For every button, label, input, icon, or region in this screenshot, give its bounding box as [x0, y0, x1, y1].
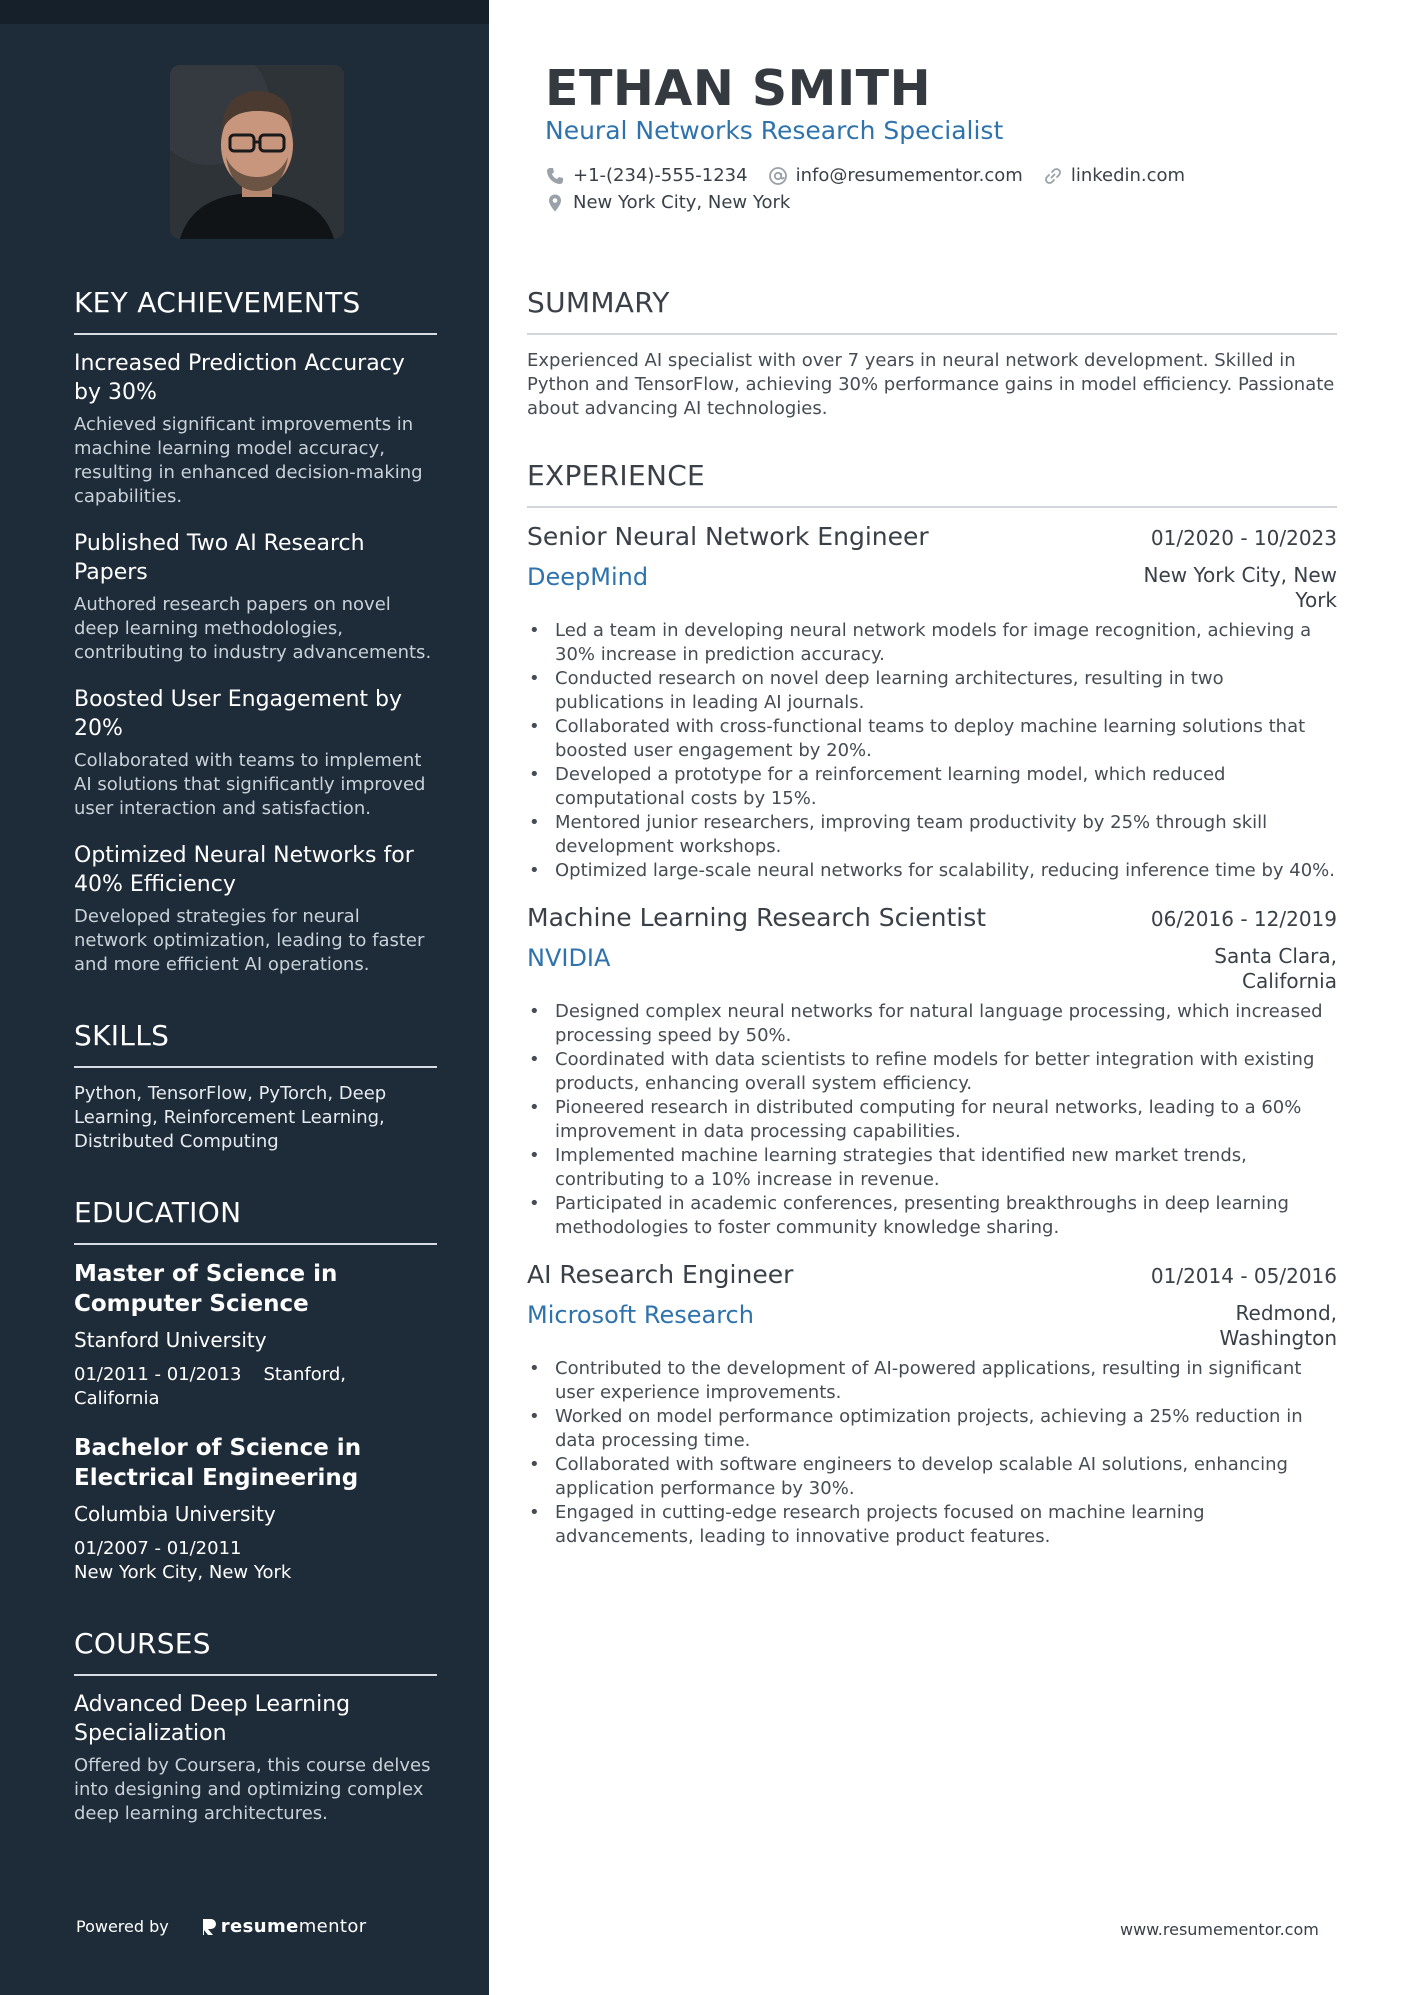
job-bullet: • Implemented machine learning strategies that identified new market trends, contributing to a 10% increase in revenue. — [527, 1144, 1337, 1192]
job-bullet: • Conducted research on novel deep learning architectures, resulting in two publications in leading AI journals. — [527, 667, 1337, 715]
job-header — [527, 903, 1337, 932]
linkedin-text: linkedin.com — [1070, 165, 1186, 186]
job-entry — [527, 522, 1337, 883]
contact-location — [545, 192, 790, 213]
contact-phone[interactable] — [545, 165, 748, 186]
logo-text-light: mentor — [298, 1916, 367, 1937]
education-degree: Bachelor of Science in Electrical Engineering — [74, 1435, 362, 1491]
education-section — [74, 1196, 437, 1585]
job-role: Machine Learning Research Scientist — [527, 903, 987, 932]
job-location: Santa Clara, California — [1214, 944, 1337, 993]
contact-email[interactable] — [768, 165, 1023, 186]
job-entry — [527, 1260, 1337, 1549]
location-text: New York City, New York — [573, 192, 791, 213]
contact-row — [545, 165, 1205, 186]
skills-list: Python, TensorFlow, PyTorch, Deep Learning, Reinforcement Learning, Distributed Computing — [74, 1083, 387, 1152]
main-content — [527, 286, 1337, 1569]
job-role: Senior Neural Network Engineer — [527, 522, 929, 551]
achievement-desc: Collaborated with teams to implement AI solutions that significantly improved user interaction and satisfaction. — [74, 750, 426, 819]
job-bullets — [527, 619, 1337, 883]
job-header — [527, 522, 1337, 551]
achievement-desc: Authored research papers on novel deep learning methodologies, contributing to industry advancements. — [74, 594, 432, 663]
achievement-item — [74, 685, 437, 821]
job-bullets — [527, 1357, 1337, 1549]
education-meta — [74, 1363, 437, 1411]
job-bullet: • Pioneered research in distributed computing for neural networks, leading to a 60% improvement in data processing capabilities. — [527, 1096, 1337, 1144]
courses-heading: COURSES — [74, 1627, 437, 1676]
education-dates: 01/2011 - 01/2013 — [74, 1364, 242, 1385]
job-dates: 01/2014 - 05/2016 — [1150, 1264, 1337, 1288]
footer-website-link[interactable]: www.resumementor.com — [1120, 1920, 1319, 1939]
achievements-heading: KEY ACHIEVEMENTS — [74, 286, 437, 335]
sidebar — [0, 0, 489, 1995]
job-bullet: • Participated in academic conferences, presenting breakthroughs in deep learning methodologies to foster community knowledge sharing. — [527, 1192, 1337, 1240]
powered-by-label: Powered by — [76, 1917, 169, 1936]
phone-icon — [545, 166, 565, 186]
job-subheader — [527, 1301, 1337, 1351]
job-location: New York City, New York — [1143, 563, 1337, 612]
education-school: Columbia University — [74, 1502, 276, 1526]
skills-section — [74, 1019, 437, 1154]
logo-text-bold: resume — [220, 1916, 299, 1937]
achievement-title: Optimized Neural Networks for 40% Efficiency — [74, 843, 414, 897]
achievement-title: Published Two AI Research Papers — [74, 531, 365, 585]
profile-photo-illustration — [170, 65, 344, 239]
job-bullet: • Worked on model performance optimization projects, achieving a 25% reduction in data processing time. — [527, 1405, 1337, 1453]
at-sign-icon — [768, 166, 788, 186]
education-item — [74, 1259, 437, 1411]
courses-section — [74, 1627, 437, 1826]
resumementor-logo-icon — [201, 1917, 217, 1937]
summary-heading: SUMMARY — [527, 286, 1337, 335]
job-role: AI Research Engineer — [527, 1260, 794, 1289]
summary-text: Experienced AI specialist with over 7 years in neural network development. Skilled in Python and TensorFlow, achieving 30% performance gains in model efficiency. Passionate about advancing AI technologies. — [527, 350, 1335, 419]
job-bullet: • Developed a prototype for a reinforcement learning model, which reduced computational costs by 15%. — [527, 763, 1337, 811]
education-degree: Master of Science in Computer Science — [74, 1261, 338, 1317]
course-desc: Offered by Coursera, this course delves into designing and optimizing complex deep learning architectures. — [74, 1755, 431, 1824]
job-company: DeepMind — [527, 563, 649, 591]
education-location: New York City, New York — [74, 1562, 292, 1583]
skills-heading: SKILLS — [74, 1019, 437, 1068]
main-column — [489, 0, 1410, 1995]
job-header — [527, 1260, 1337, 1289]
job-bullet: • Led a team in developing neural network models for image recognition, achieving a 30% increase in prediction accuracy. — [527, 619, 1337, 667]
job-bullet: • Contributed to the development of AI-powered applications, resulting in significant user experience improvements. — [527, 1357, 1337, 1405]
experience-heading: EXPERIENCE — [527, 459, 1337, 508]
job-dates: 06/2016 - 12/2019 — [1150, 907, 1337, 931]
job-subheader — [527, 563, 1337, 613]
achievement-desc: Achieved significant improvements in machine learning model accuracy, resulting in enhanced decision-making capabilities. — [74, 414, 423, 507]
phone-text: +1-(234)-555-1234 — [573, 165, 748, 186]
candidate-title: Neural Networks Research Specialist — [545, 116, 1004, 145]
job-bullet: • Collaborated with cross-functional teams to deploy machine learning solutions that boosted user engagement by 20%. — [527, 715, 1337, 763]
candidate-name: ETHAN SMITH — [545, 60, 932, 117]
summary-section — [527, 286, 1337, 421]
sidebar-top-bar — [0, 0, 489, 24]
achievement-item — [74, 841, 437, 977]
job-bullet: • Collaborated with software engineers to develop scalable AI solutions, enhancing application performance by 30%. — [527, 1453, 1337, 1501]
profile-photo — [170, 65, 344, 239]
link-icon — [1043, 166, 1063, 186]
achievement-item — [74, 349, 437, 509]
job-entry — [527, 903, 1337, 1240]
education-heading: EDUCATION — [74, 1196, 437, 1245]
job-bullet: • Engaged in cutting-edge research projects focused on machine learning advancements, leading to innovative product features. — [527, 1501, 1337, 1549]
education-dates: 01/2007 - 01/2011 — [74, 1538, 242, 1559]
achievement-item — [74, 529, 437, 665]
job-bullet: • Coordinated with data scientists to refine models for better integration with existing products, enhancing overall system efficiency. — [527, 1048, 1337, 1096]
achievements-section — [74, 286, 437, 977]
job-bullet: • Designed complex neural networks for natural language processing, which increased processing speed by 50%. — [527, 1000, 1337, 1048]
job-bullet: • Mentored junior researchers, improving team productivity by 25% through skill development workshops. — [527, 811, 1337, 859]
contact-row — [545, 192, 810, 213]
education-item — [74, 1433, 437, 1585]
location-pin-icon — [545, 193, 565, 213]
job-bullet: • Optimized large-scale neural networks for scalability, reducing inference time by 40%. — [527, 859, 1337, 883]
achievement-title: Increased Prediction Accuracy by 30% — [74, 351, 405, 405]
job-company: NVIDIA — [527, 944, 611, 972]
job-dates: 01/2020 - 10/2023 — [1150, 526, 1337, 550]
job-company: Microsoft Research — [527, 1301, 754, 1329]
job-location: Redmond, Washington — [1219, 1301, 1337, 1350]
achievement-desc: Developed strategies for neural network optimization, leading to faster and more efficient AI operations. — [74, 906, 425, 975]
email-text: info@resumementor.com — [795, 165, 1023, 186]
education-meta — [74, 1537, 437, 1585]
resumementor-logo[interactable] — [201, 1916, 367, 1937]
education-school: Stanford University — [74, 1328, 267, 1352]
contact-linkedin[interactable] — [1043, 165, 1185, 186]
experience-section — [527, 459, 1337, 1549]
achievement-title: Boosted User Engagement by 20% — [74, 687, 403, 741]
education-location: Stanford, California — [74, 1364, 347, 1409]
sidebar-content — [74, 286, 437, 1868]
course-title: Advanced Deep Learning Specialization — [74, 1692, 351, 1746]
powered-by — [76, 1916, 367, 1937]
job-bullets — [527, 1000, 1337, 1240]
job-subheader — [527, 944, 1337, 994]
